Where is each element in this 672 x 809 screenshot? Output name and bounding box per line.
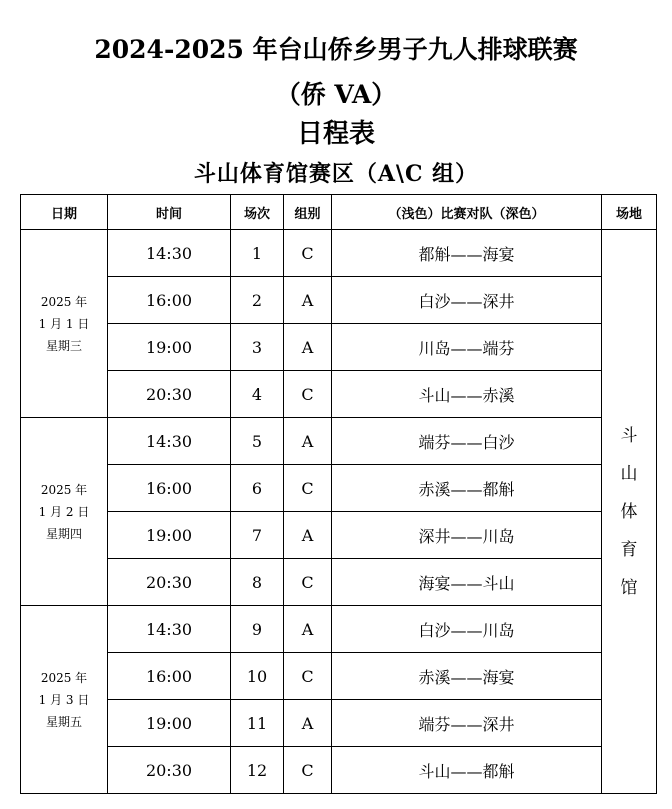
date-day: 1 月 1 日: [38, 316, 90, 331]
schedule-table: [20, 194, 657, 794]
table-row: [21, 371, 657, 418]
table-row: [21, 465, 657, 512]
match-no-cell: 6: [231, 465, 284, 512]
teams-cell: 深井——川岛: [332, 512, 602, 559]
date-year: 2025 年: [40, 670, 88, 685]
teams-cell: 斗山——赤溪: [332, 371, 602, 418]
date-weekday: 星期三: [45, 338, 82, 353]
time-cell: 20:30: [108, 371, 231, 418]
title-schedule: 日程表: [296, 119, 375, 149]
date-cell: [21, 606, 108, 794]
date-year: 2025 年: [40, 482, 88, 497]
title-venue-division: 斗山体育馆赛区（A\C 组）: [193, 161, 479, 187]
time-cell: 19:00: [108, 512, 231, 559]
header-match-no: 场次: [231, 195, 284, 230]
table-row: [21, 559, 657, 606]
group-cell: C: [284, 559, 332, 606]
teams-cell: 海宴——斗山: [332, 559, 602, 606]
time-cell: 16:00: [108, 653, 231, 700]
time-cell: 14:30: [108, 418, 231, 465]
time-cell: 16:00: [108, 277, 231, 324]
teams-cell: 都斛——海宴: [332, 230, 602, 277]
group-cell: A: [284, 606, 332, 653]
time-cell: 20:30: [108, 747, 231, 794]
time-cell: 19:00: [108, 700, 231, 747]
group-cell: A: [284, 277, 332, 324]
header-teams: （浅色）比赛对队（深色）: [332, 195, 602, 230]
group-cell: A: [284, 512, 332, 559]
table-row: [21, 230, 657, 277]
header-date: 日期: [21, 195, 108, 230]
venue-char: 山: [620, 463, 638, 484]
match-no-cell: 2: [231, 277, 284, 324]
match-no-cell: 8: [231, 559, 284, 606]
match-no-cell: 11: [231, 700, 284, 747]
group-cell: A: [284, 418, 332, 465]
time-cell: 20:30: [108, 559, 231, 606]
table-row: [21, 418, 657, 465]
teams-cell: 端芬——白沙: [332, 418, 602, 465]
group-cell: C: [284, 465, 332, 512]
teams-cell: 赤溪——都斛: [332, 465, 602, 512]
header-group: 组别: [284, 195, 332, 230]
match-no-cell: 7: [231, 512, 284, 559]
group-cell: C: [284, 230, 332, 277]
time-cell: 14:30: [108, 606, 231, 653]
teams-cell: 白沙——深井: [332, 277, 602, 324]
venue-char: 斗: [620, 425, 638, 446]
header-row: [21, 195, 657, 230]
title-series: （侨 VA）: [275, 80, 397, 109]
venue-char: 育: [620, 539, 638, 560]
teams-cell: 赤溪——海宴: [332, 653, 602, 700]
table-row: [21, 512, 657, 559]
title-league: 2024-2025 年台山侨乡男子九人排球联赛: [94, 35, 578, 64]
time-cell: 19:00: [108, 324, 231, 371]
header-venue: 场地: [602, 195, 657, 230]
date-day: 1 月 3 日: [38, 692, 90, 707]
teams-cell: 斗山——都斛: [332, 747, 602, 794]
match-no-cell: 1: [231, 230, 284, 277]
time-cell: 16:00: [108, 465, 231, 512]
match-no-cell: 4: [231, 371, 284, 418]
table-row: [21, 747, 657, 794]
match-no-cell: 5: [231, 418, 284, 465]
group-cell: A: [284, 324, 332, 371]
venue-char: 体: [620, 501, 638, 522]
venue-char: 馆: [620, 577, 638, 598]
group-cell: A: [284, 700, 332, 747]
table-row: [21, 653, 657, 700]
match-no-cell: 10: [231, 653, 284, 700]
date-year: 2025 年: [40, 294, 88, 309]
teams-cell: 川岛——端芬: [332, 324, 602, 371]
table-row: [21, 700, 657, 747]
teams-cell: 白沙——川岛: [332, 606, 602, 653]
date-cell: [21, 230, 108, 418]
table-row: [21, 277, 657, 324]
teams-cell: 端芬——深井: [332, 700, 602, 747]
table-row: [21, 324, 657, 371]
group-cell: C: [284, 747, 332, 794]
date-cell: [21, 418, 108, 606]
date-weekday: 星期四: [45, 526, 82, 541]
header-time: 时间: [108, 195, 231, 230]
match-no-cell: 3: [231, 324, 284, 371]
table-row: [21, 606, 657, 653]
group-cell: C: [284, 371, 332, 418]
match-no-cell: 9: [231, 606, 284, 653]
group-cell: C: [284, 653, 332, 700]
venue-cell: [602, 230, 657, 794]
match-no-cell: 12: [231, 747, 284, 794]
date-day: 1 月 2 日: [38, 504, 90, 519]
date-weekday: 星期五: [45, 714, 82, 729]
time-cell: 14:30: [108, 230, 231, 277]
